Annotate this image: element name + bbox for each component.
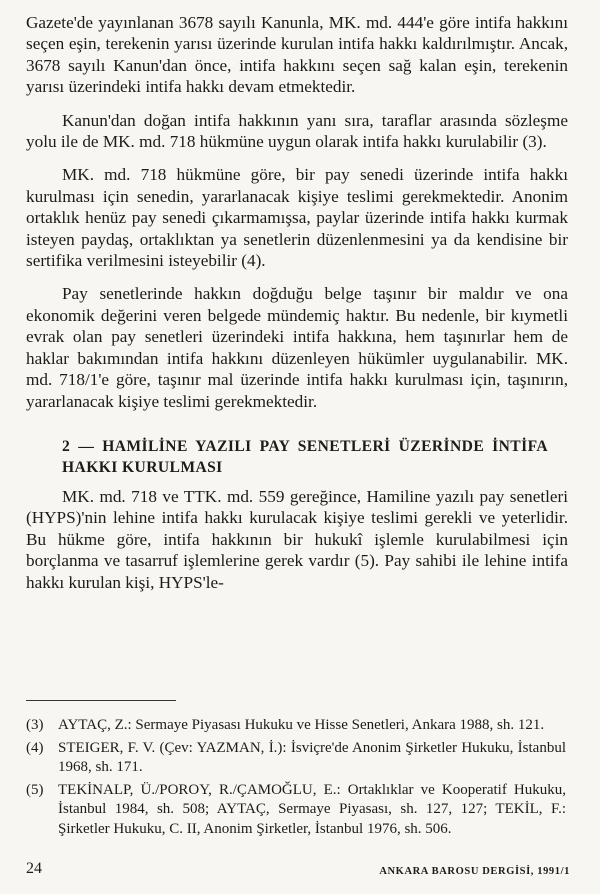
- footnote-4: [26, 739, 566, 778]
- footnote-3: [26, 716, 566, 736]
- footnote-text: AYTAÇ, Z.: Sermaye Piyasası Hukuku ve Hisse Senetleri, Ankara 1988, sh. 121.: [58, 717, 545, 733]
- footnotes: [26, 716, 566, 842]
- paragraph-2: Kanun'dan doğan intifa hakkının yanı sıra, taraflar arasında sözleşme yolu ile de MK. md. 718 hükmüne uygun olarak intifa hakkı kurulabilir (3).: [26, 110, 568, 152]
- footnote-text: TEKİNALP, Ü./POROY, R./ÇAMOĞLU, E.: Ortaklıklar ve Kooperatif Hukuku, İstanbul 1984, sh. 508; AYTAÇ, Sermaye Piyasası, sh. 127, 127; TEKİL, F.: Şirketler Hukuku, C. II, Anonim Şirketler, İstanbul 1976, sh. 506.: [58, 781, 566, 837]
- footnote-5: [26, 781, 566, 840]
- footnote-number: (3): [26, 717, 44, 733]
- paragraph-4: Pay senetlerinde hakkın doğduğu belge taşınır bir maldır ve ona ekonomik değerini veren belgede mündemiç haktır. Bu nedenle, bir kıymetli evrak olan pay senetleri üzerindeki intifa hakkına, hem taşınırlar hem de haklar bakımından intifa hakkını düzenleyen hükümler uygulanabilir. MK. md. 718/1'e göre, taşınır mal üzerinde intifa hakkı kurulması için, taşınırın, yararlanacak kişiye teslimi gerekmektedir.: [26, 284, 568, 411]
- body-text: [26, 12, 568, 593]
- footnote-text: STEIGER, F. V. (Çev: YAZMAN, İ.): İsviçre'de Anonim Şirketler Hukuku, İstanbul 1968, sh. 171.: [58, 739, 566, 775]
- paragraph-3: MK. md. 718 hükmüne göre, bir pay senedi üzerinde intifa hakkı kurulması için senedin, yararlanacak kişiye teslimi gerekmektedir. Anonim ortaklık henüz pay senedi çıkarmamışsa, paylar üzerinde intifa hakkı kurmak isteyen paydaş, ortaklıktan ya senetlerin düzenlenmesini ya da kendisine bir sertifika verilmesini isteyebilir (4).: [26, 165, 568, 271]
- footnote-number: (5): [26, 781, 44, 798]
- footnote-divider: [26, 700, 176, 701]
- running-footer: ANKARA BAROSU DERGİSİ, 1991/1: [379, 866, 570, 877]
- paragraph-1: Gazete'de yayınlanan 3678 sayılı Kanunla, MK. md. 444'e göre intifa hakkını seçen eşin, terekenin yarısı üzerinde kurulan intifa hakkı kaldırılmıştır. Ancak, 3678 sayılı Kanun'dan önce, intifa hakkını seçen sağ kalan eşin, terekenin yarısı üzerindeki intifa hakkı devam etmektedir.: [26, 13, 568, 97]
- page-number: 24: [26, 860, 42, 877]
- footnote-number: (4): [26, 739, 44, 756]
- section-heading: 2 — HAMİLİNE YAZILI PAY SENETLERİ ÜZERİNDE İNTİFA HAKKI KURULMASI: [62, 437, 548, 476]
- paragraph-5: MK. md. 718 ve TTK. md. 559 gereğince, Hamiline yazılı pay senetleri (HYPS)'nin lehine intifa hakkı kurulacak kişiye teslimi gerekli ve yeterlidir. Bu hükme göre, intifa hakkının bir hukukî işlemle kurulabilmesi için borçlanma ve tasarruf işlemlerine gerek vardır (5). Pay sahibi ile lehine intifa hakkı kurulan kişi, HYPS'le-: [26, 486, 568, 592]
